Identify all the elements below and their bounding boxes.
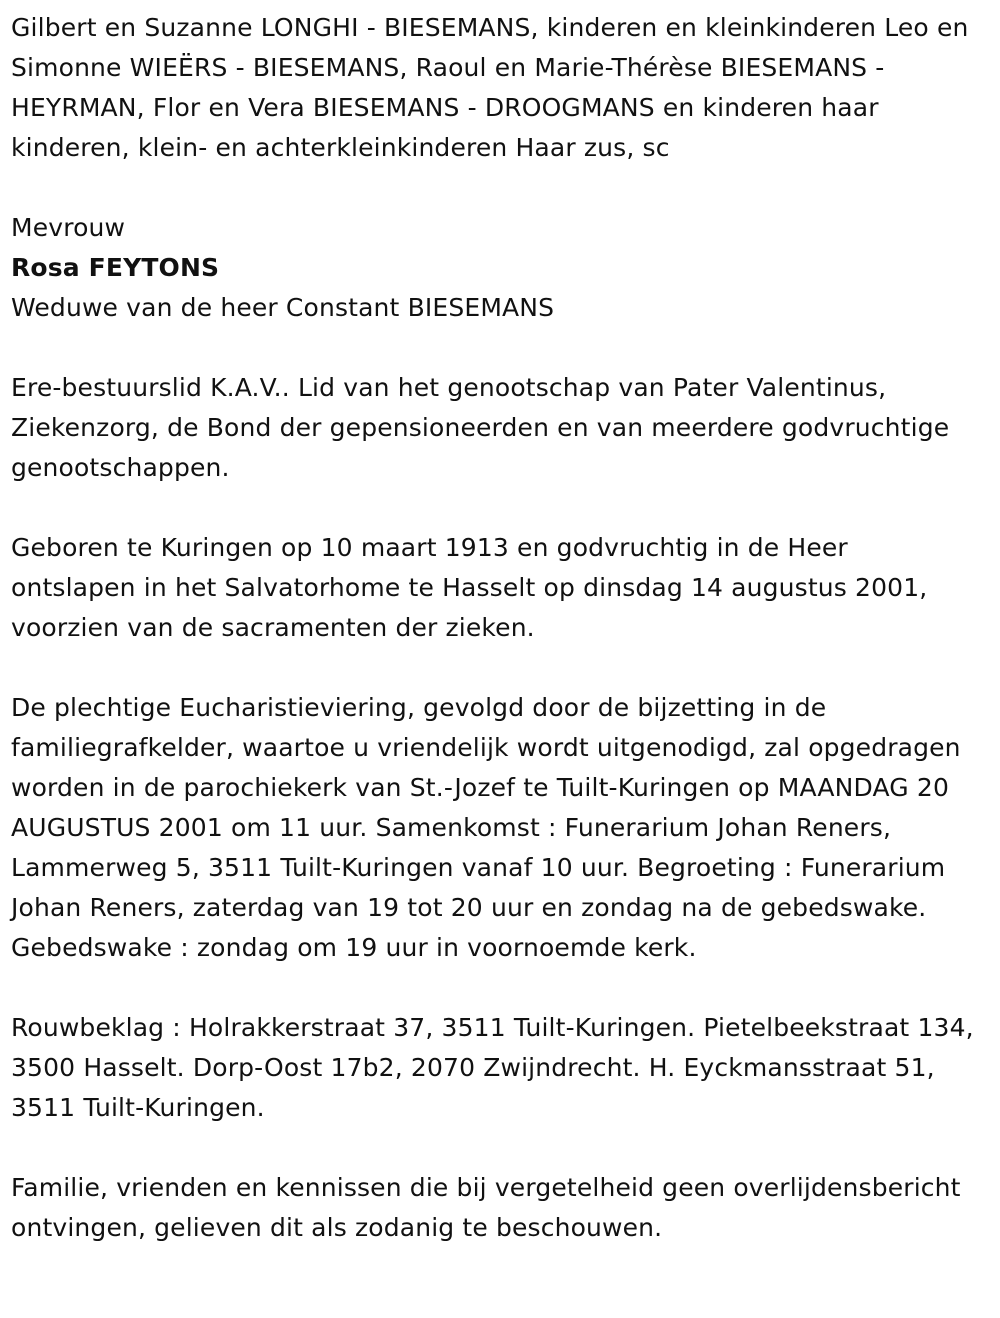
closing-paragraph: Familie, vrienden en kennissen die bij vergetelheid geen overlijdensbericht ontvingen, gelieven dit als zodanig te beschouwen. bbox=[11, 1173, 961, 1242]
paragraph-gap bbox=[11, 1128, 980, 1168]
paragraph-gap bbox=[11, 168, 980, 208]
family-intro: Gilbert en Suzanne LONGHI - BIESEMANS, kinderen en kleinkinderen Leo en Simonne WIEËRS - BIESEMANS, Raoul en Marie-Thérèse BIESEMANS - HEYRMAN, Flor en Vera BIESEMANS - DROOGMANS en kinderen haar kinderen, klein- en achterkleinkinderen Haar zus, sc bbox=[11, 13, 969, 162]
paragraph-gap bbox=[11, 488, 980, 528]
deceased-name: Rosa FEYTONS bbox=[11, 253, 220, 282]
paragraph-gap bbox=[11, 328, 980, 368]
salutation: Mevrouw bbox=[11, 213, 126, 242]
paragraph-gap bbox=[11, 968, 980, 1008]
paragraph-gap bbox=[11, 648, 980, 688]
birth-death-paragraph: Geboren te Kuringen op 10 maart 1913 en godvruchtig in de Heer ontslapen in het Salvatorhome te Hasselt op dinsdag 14 augustus 2001, voorzien van de sacramenten der zieken. bbox=[11, 533, 928, 642]
memberships-paragraph: Ere-bestuurslid K.A.V.. Lid van het genootschap van Pater Valentinus, Ziekenzorg, de Bond der gepensioneerden en van meerdere godvruchtige genootschappen. bbox=[11, 373, 950, 482]
condolences-paragraph: Rouwbeklag : Holrakkerstraat 37, 3511 Tuilt-Kuringen. Pietelbeekstraat 134, 3500 Hasselt. Dorp-Oost 17b2, 2070 Zwijndrecht. H. Eyckmansstraat 51, 3511 Tuilt-Kuringen. bbox=[11, 1013, 974, 1122]
ceremony-paragraph: De plechtige Eucharistieviering, gevolgd door de bijzetting in de familiegrafkelder, waartoe u vriendelijk wordt uitgenodigd, zal opgedragen worden in de parochiekerk van St.-Jozef te Tuilt-Kuringen op MAANDAG 20 AUGUSTUS 2001 om 11 uur. Samenkomst : Funerarium Johan Reners, Lammerweg 5, 3511 Tuilt-Kuringen vanaf 10 uur. Begroeting : Funerarium Johan Reners, zaterdag van 19 tot 20 uur en zondag na de gebedswake. Gebedswake : zondag om 19 uur in voornoemde kerk. bbox=[11, 693, 961, 962]
widow-line: Weduwe van de heer Constant BIESEMANS bbox=[11, 293, 555, 322]
